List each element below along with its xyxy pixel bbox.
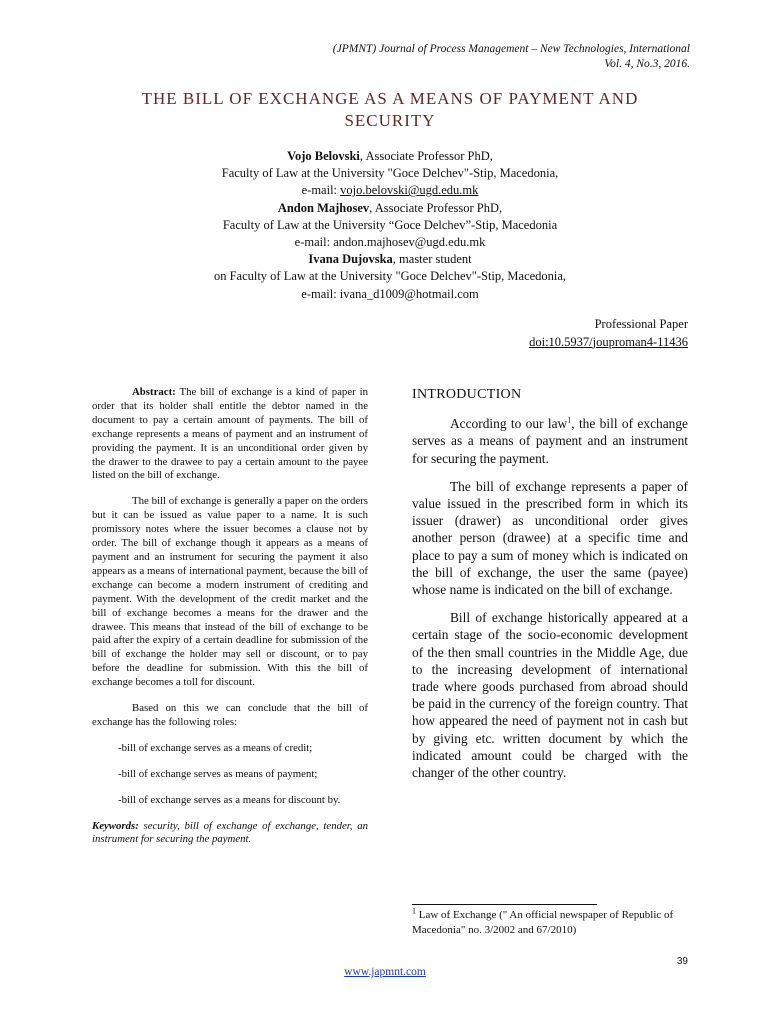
footnote-divider (412, 904, 597, 905)
author-email: andon.majhosev@ugd.edu.mk (333, 235, 486, 250)
email-label: e-mail: (301, 183, 341, 198)
role-item-payment: -bill of exchange serves as means of payment; (118, 767, 318, 780)
journal-header (170, 42, 690, 72)
abstract-paragraph-2: The bill of exchange is generally a paper on the orders but it can be issued as value paper to a name. It is such promissory notes where the issuer becomes a clause not by order. The bill of exchange though it appears as a means of payment and an instrument for securing the payment it also appears as a means of international payment, because the bill of exchange can become a modern instrument of crediting and payment. With the development of the credit market and the bill of exchange becomes a means for the drawer and the drawee. This means that instead of the bill of exchange to be paid after the expiry of a certain deadline for submission of the bill of exchange the holder may sell or discount, or to pay before the deadline for submission. With this the bill of exchange becomes a toll for discount. (92, 495, 368, 689)
keywords-label: Keywords: (92, 819, 139, 832)
paper-type-block (529, 316, 688, 351)
role-item-discount: -bill of exchange serves as a means for discount by. (118, 793, 341, 806)
author-affiliation: Faculty of Law at the University “Goce Delchev”-Stip, Macedonia (222, 217, 558, 232)
title-line-2: SECURITY (344, 111, 436, 130)
journal-name: (JPMNT) Journal of Process Management – New Technologies, International (332, 43, 690, 55)
abstract-label: Abstract: (132, 386, 176, 398)
author-email-line (110, 234, 670, 251)
author-email-link[interactable]: vojo.belovski@ugd.edu.mk (340, 183, 479, 198)
footnote-number: 1 (412, 906, 416, 916)
role-item-credit: -bill of exchange serves as a means of credit; (118, 741, 313, 754)
footnote-ref[interactable]: 1 (567, 415, 572, 425)
author-role: , master student (392, 252, 472, 267)
abstract-column (92, 386, 368, 859)
author-name: Ivana Dujovska (308, 252, 393, 267)
email-label: e-mail: (294, 235, 334, 250)
intro-text: , the bill of exchange serves as a means of payment and an instrument for securing the payment. (412, 416, 688, 466)
email-label: e-mail: (301, 286, 340, 301)
author-role: , Associate Professor PhD, (369, 200, 503, 215)
abstract-text: The bill of exchange is a kind of paper in order that its holder shall entitle the debtor named in the document to pay a certain amount of payments. The bill of exchange represents a means of payment and an instrument of providing the payment. It is an unconditional order given by the drawer to the drawee to pay a certain amount to the payee listed on the bill of exchange. (92, 386, 368, 482)
paper-title (80, 88, 700, 132)
author-name: Vojo Belovski (287, 149, 360, 163)
page-number: 39 (676, 956, 688, 967)
abstract-paragraph (92, 386, 368, 483)
journal-volume: Vol. 4, No.3, 2016. (604, 58, 690, 70)
author-name: Andon Majhosev (277, 200, 370, 215)
footnote (412, 908, 682, 938)
intro-paragraph-3: Bill of exchange historically appeared at a certain stage of the socio-economic development of the then small countries in the Middle Age, due to the increasing development of international trade where goods purchased from abroad should be paid in the currency of the foreign country. That how appeared the need of payment not in cash but by giving etc. written document by which the indicated amount could be charged with the changer of the other country. (412, 610, 688, 781)
doi-link[interactable]: doi:10.5937/jouproman4-11436 (529, 334, 688, 349)
section-heading: INTRODUCTION (412, 387, 522, 402)
author-email-line (110, 182, 670, 199)
author-role: , Associate Professor PhD, (359, 149, 493, 163)
keywords-text: security, bill of exchange of exchange, tender, an instrument for securing the payment. (92, 819, 368, 846)
introduction-column (412, 386, 688, 792)
author-block (110, 148, 670, 303)
author-email-line (110, 286, 670, 303)
intro-text: According to our law (450, 416, 568, 432)
intro-paragraph-1 (412, 415, 688, 467)
website-link[interactable]: www.japmnt.com (344, 966, 426, 978)
title-line-1: THE BILL OF EXCHANGE AS A MEANS OF PAYMENT AND (141, 89, 639, 108)
intro-paragraph-2: The bill of exchange represents a paper of value issued in the prescribed form in which its issuer (drawer) as unconditional order gives another person (drawee) at a specific time and place to pay a sum of money which is indicated on the bill of exchange, the user the same (payee) whose name is indicated on the bill of exchange. (412, 478, 688, 598)
author-affiliation: on Faculty of Law at the University "Goce Delchev"-Stip, Macedonia, (213, 269, 567, 284)
author-2 (110, 200, 670, 217)
footnote-text: Law of Exchange (" An official newspaper of Republic of Macedonia" no. 3/2002 and 67/2010) (412, 909, 674, 936)
author-email: ivana_d1009@hotmail.com (339, 286, 479, 301)
author-1 (110, 148, 670, 165)
paper-type-label: Professional Paper (594, 317, 688, 331)
author-affiliation: Faculty of Law at the University "Goce Delchev"-Stip, Macedonia, (221, 166, 559, 181)
author-3 (110, 251, 670, 268)
keywords (92, 820, 368, 848)
abstract-paragraph-3: Based on this we can conclude that the bill of exchange has the following roles: (92, 702, 368, 728)
